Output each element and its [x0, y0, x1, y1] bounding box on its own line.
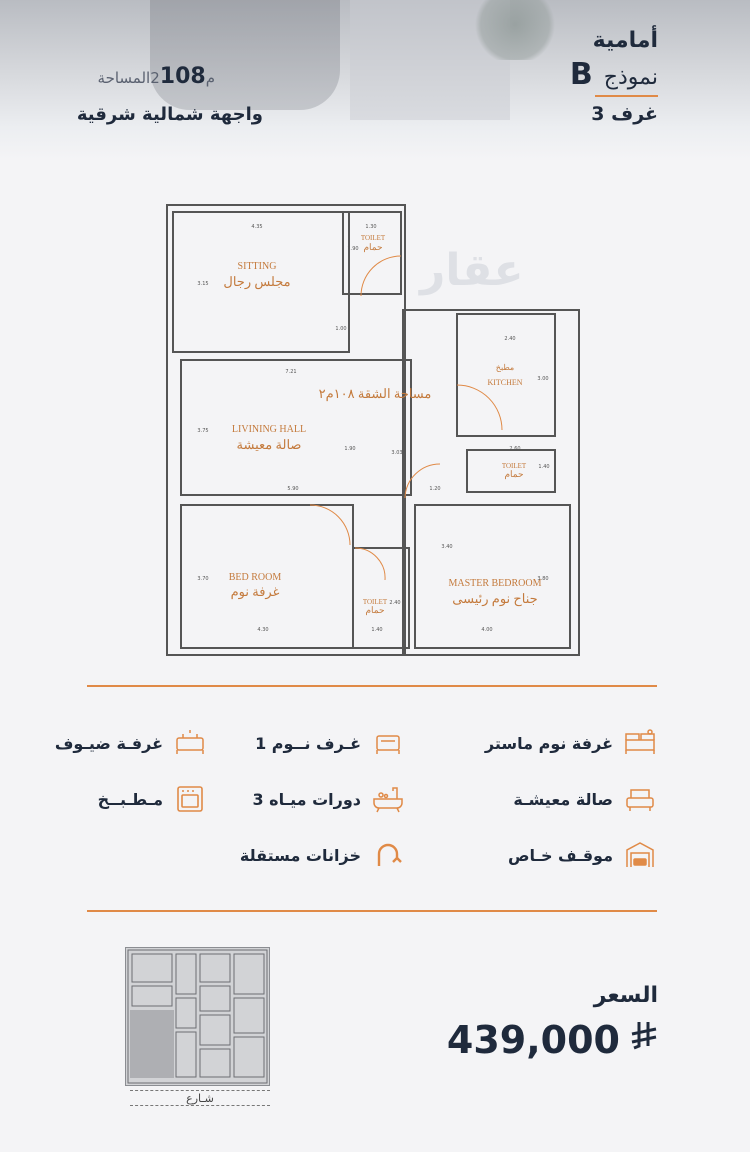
dim-label: 5.90 [287, 486, 299, 492]
feature-living-room [513, 784, 657, 814]
room-bedroom-ar: غرفة نوم [230, 584, 280, 599]
feature-kitchen [98, 784, 207, 814]
room-sitting-ar: مجلس رجال [223, 274, 291, 289]
dim-label: 2.60 [509, 446, 521, 452]
site-plan-drawing [126, 948, 269, 1085]
dim-label: 3.80 [537, 576, 549, 582]
water-tap-icon [371, 840, 405, 870]
oven-icon [173, 784, 207, 814]
area-unit: م2 [150, 69, 215, 87]
features-bottom-divider [87, 910, 657, 912]
dim-label: 3.00 [537, 376, 549, 382]
apartment-area-label: مساحة الشقة ١٠٨م٢ [318, 386, 432, 401]
kitchen-wall [457, 314, 555, 436]
plant-photo [470, 0, 560, 60]
room-toilet3-en: TOILET [362, 598, 388, 606]
garage-icon [623, 840, 657, 870]
price [447, 1018, 658, 1062]
room-master-ar: جناح نوم رئيسى [452, 591, 538, 606]
room-bedroom-en: BED ROOM [228, 572, 282, 583]
room-toilet2-ar: حمام [504, 469, 524, 479]
features-top-divider [87, 685, 657, 687]
street-label: شـارع [186, 1092, 214, 1105]
bed-icon [371, 728, 405, 758]
feature-label: خزانات مستقلة [239, 845, 361, 865]
room-sitting-en: SITTING [237, 261, 277, 272]
dim-label: 4.35 [251, 224, 263, 230]
armchair-icon [623, 784, 657, 814]
bathtub-icon [371, 784, 405, 814]
dim-label: 1.40 [538, 464, 550, 470]
room-toilet1-ar: حمام [363, 242, 383, 252]
street-line-bottom [130, 1105, 270, 1106]
room-kitchen-ar: مطبخ [495, 363, 515, 372]
area-label: المساحة [97, 69, 151, 87]
area-info [98, 64, 215, 89]
room-living-en: LIVINING HALL [231, 424, 307, 435]
feature-label: 3 دورات ميـاه [252, 789, 361, 809]
dim-label: 1.90 [344, 446, 356, 452]
price-label: السعر [593, 983, 658, 1008]
facade-direction: واجهة شمالية شرقية [76, 104, 263, 125]
feature-master-bedroom [485, 728, 657, 758]
feature-label: غرفة نوم ماستر [484, 733, 613, 753]
dim-label: 3.70 [197, 576, 209, 582]
dim-label: 3.03 [391, 450, 403, 456]
dim-label: 4.00 [481, 627, 493, 633]
dim-label: 2.40 [504, 336, 516, 342]
master-bed-icon [623, 728, 657, 758]
feature-guest-room [55, 728, 207, 758]
feature-label: مـطـبــخ [97, 789, 163, 809]
dim-label: 1.30 [365, 224, 377, 230]
room-toilet1-en: TOILET [360, 234, 386, 242]
header-title: أمامية [592, 28, 658, 53]
dim-label: 1.90 [347, 246, 359, 252]
header-divider [595, 95, 658, 97]
feature-water-tanks [240, 840, 405, 870]
dim-label: 1.40 [371, 627, 383, 633]
feature-label: غرفـة ضيـوف [54, 733, 163, 753]
chair-photo [150, 0, 340, 110]
room-toilet2-en: TOILET [501, 462, 527, 470]
model-label: نموذج [603, 65, 658, 90]
area-value: 108 [159, 64, 206, 89]
dim-label: 1.00 [335, 326, 347, 332]
feature-parking [508, 840, 657, 870]
dim-label: 4.30 [257, 627, 269, 633]
dim-label: 7.21 [285, 369, 297, 375]
feature-label: صالة معيشـة [513, 789, 613, 809]
riyal-icon [630, 1020, 658, 1061]
dim-label: 3.40 [441, 544, 453, 550]
floor-plan [165, 200, 585, 660]
guest-sofa-icon [173, 728, 207, 758]
dim-label: 2.40 [389, 600, 401, 606]
street-line-top [130, 1090, 270, 1091]
dim-label: 3.15 [197, 281, 209, 287]
feature-label: 1 غـرف نــوم [255, 733, 361, 753]
room-kitchen-en: KITCHEN [487, 378, 523, 387]
room-living-ar: صالة معيشة [236, 437, 302, 452]
dim-label: 3.75 [197, 428, 209, 434]
building-site-plan [125, 947, 270, 1086]
price-value: 439,000 [446, 1018, 620, 1062]
feature-bathrooms [252, 784, 405, 814]
room-master-en: MASTER BEDROOM [448, 578, 542, 589]
model-letter: B [569, 57, 593, 92]
dim-label: 1.20 [429, 486, 441, 492]
rooms-count: 3 غرف [591, 103, 658, 125]
watermark-logo: عقار [420, 245, 524, 296]
room-toilet3-ar: حمام [365, 605, 385, 615]
feature-label: موقـف خـاص [507, 845, 613, 865]
model-name [570, 57, 658, 92]
feature-bedrooms [255, 728, 405, 758]
